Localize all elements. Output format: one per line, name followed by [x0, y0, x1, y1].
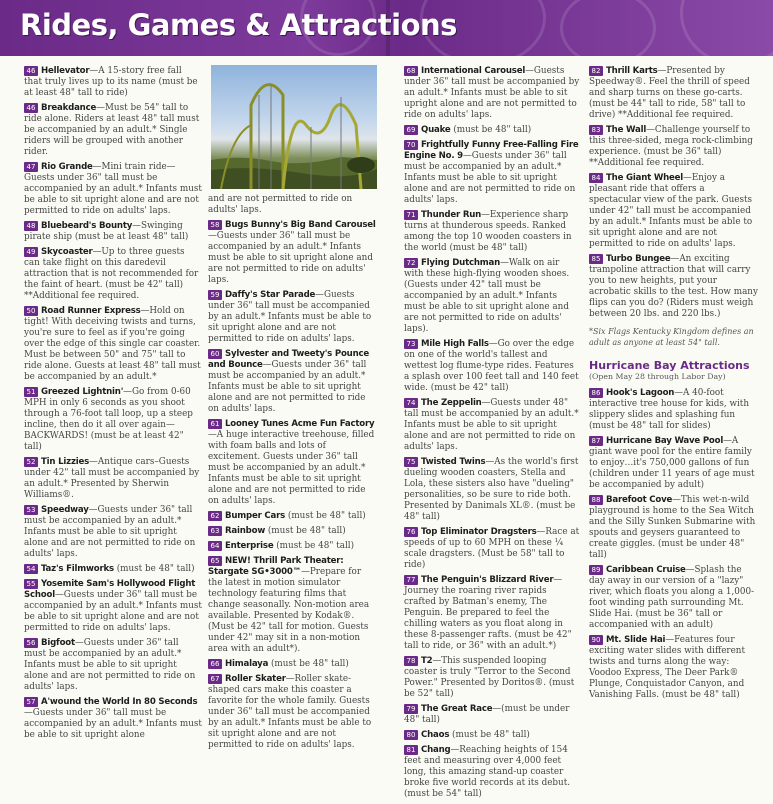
attraction-name: Chaos	[421, 730, 450, 740]
attraction-entry	[404, 339, 580, 394]
map-number-badge: 78	[404, 656, 418, 666]
attraction-name: Quake	[421, 125, 451, 135]
attraction-entry	[24, 162, 202, 217]
attraction-description: —A giant wave pool for the entire family to enjoy…it's 750,000 gallons of fun (children under 11 years of age must be accompanied by adult)	[589, 436, 755, 490]
attraction-entry	[589, 635, 759, 701]
attraction-name: Greezed Lightnin'	[41, 387, 124, 397]
attraction-entry	[24, 697, 202, 741]
attraction-name: Frightfully Funny Free-Falling Fire Engine No. 9	[404, 140, 579, 161]
attraction-name: The Wall	[606, 125, 647, 135]
attraction-description: —Reaching heights of 154 feet and measuring over 4,000 feet long, this amazing stand-up coaster broke five world records at its debut. (must be 54" tall)	[404, 745, 571, 799]
roller-coaster-photo	[211, 65, 377, 189]
attraction-name: A'wound the World In 80 Seconds	[41, 697, 198, 707]
attraction-description: —As the world's first dueling wooden coasters, Stella and Lola, these sisters also have "dueling" personalities, so be sure to ride both. Presented by Danimals XL®. (must be 48" tall)	[404, 457, 579, 522]
attraction-description: —Guests under 36" tall must be accompanied by an adult.* Infants must be able to sit upright alone	[24, 708, 202, 740]
map-number-badge: 55	[24, 579, 38, 589]
attraction-name: Turbo Bungee	[606, 254, 671, 264]
map-number-badge: 49	[24, 247, 38, 257]
attraction-name: Daffy's Star Parade	[225, 290, 316, 300]
attraction-name: NEW! Thrill Park Theater: Stargate SG•3000™	[208, 556, 344, 577]
attraction-name: Mt. Slide Hai	[606, 635, 666, 645]
attraction-entry	[404, 457, 580, 523]
map-number-badge: 46	[24, 103, 38, 113]
attraction-description: —Features four exciting water slides with different twists and turns along the way: Voodoo Express, The Deer Park® Plunge, Conquistador Canyon, and Vanishing Falls. (must be 48" tall)	[589, 635, 746, 700]
attraction-name: Skycoaster	[41, 247, 93, 257]
attraction-name: Hurricane Bay Wave Pool	[606, 436, 724, 446]
attraction-name: The Zeppelin	[421, 398, 482, 408]
attraction-entry	[404, 745, 580, 800]
attraction-description: —Swinging pirate ship (must be at least 48" tall)	[24, 221, 189, 242]
attraction-name: Bugs Bunny's Big Band Carousel	[225, 220, 376, 230]
attraction-description: —Experience sharp turns at thunderous speeds. Ranked among the top 10 wooden coasters in the world (must be 48" tall)	[404, 210, 572, 253]
map-number-badge: 53	[24, 505, 38, 515]
map-number-badge: 86	[589, 388, 603, 398]
attraction-description: —A 15-story free fall that truly lives up to its name (must be at least 48" tall to ride)	[24, 66, 198, 98]
attraction-name: Flying Dutchman	[421, 258, 501, 268]
map-number-badge: 72	[404, 258, 418, 268]
attraction-description: —Roller skate-shaped cars make this coaster a favorite for the whole family. Guests under 36" tall must be accompanied by an adult.* Infants must be able to sit upright alone and are not permitted to ride on adults' laps.	[208, 674, 372, 750]
attraction-name: The Giant Wheel	[606, 173, 684, 183]
map-number-badge: 57	[24, 697, 38, 707]
attraction-description: —Enjoy a pleasant ride that offers a spectacular view of the park. Guests under 42" tall must be accompanied by an adult.* Infants must be able to sit upright alone and are not permitted to ride on adults' laps.	[589, 173, 753, 249]
attraction-description: —Guests under 36" tall must be accompanied by an adult.* Infants must be able to sit upright alone and are not permitted to ride on adults' laps.	[404, 66, 580, 120]
continued-text: and are not permitted to ride on adults' laps.	[208, 194, 353, 215]
attraction-description: —Mini train ride—Guests under 36" tall must be accompanied by an adult.* Infants must be able to sit upright alone and are not permitted to ride on adults' laps.	[24, 162, 202, 216]
map-number-badge: 81	[404, 745, 418, 755]
attraction-name: Bumper Cars	[225, 511, 286, 521]
map-number-badge: 71	[404, 210, 418, 220]
map-number-badge: 61	[208, 419, 222, 429]
map-number-badge: 65	[208, 556, 222, 566]
attraction-description: —This wet-n-wild playground is home to the Sea Witch and the Silly Sunken Submarine with spouts and geysers guaranteed to create giggles. (must be under 48" tall)	[589, 495, 756, 560]
attraction-entry	[404, 210, 580, 254]
map-number-badge: 68	[404, 66, 418, 76]
attraction-description: —Prepare for the latest in motion simulator technology featuring films that change seasonally. Non-motion area available. Presented by Kodak®. (Must be 42" tall for motion. Guests under 42" may sit in a non-motion area with an adult*).	[208, 567, 370, 654]
attraction-name: Hellevator	[41, 66, 90, 76]
map-number-badge: 73	[404, 339, 418, 349]
map-number-badge: 80	[404, 730, 418, 740]
attraction-name: Mile High Falls	[421, 339, 489, 349]
attraction-name: Tin Lizzies	[41, 457, 90, 467]
attraction-description: —Guests under 36" tall must be accompanied by an adult.* Infants must be able to sit upright alone and are not permitted to ride on adults' laps.	[24, 638, 196, 692]
attraction-entry	[208, 220, 378, 286]
attraction-entry	[404, 125, 580, 136]
map-number-badge: 56	[24, 638, 38, 648]
attraction-entry	[208, 541, 378, 552]
attraction-name: Enterprise	[225, 541, 274, 551]
map-number-badge: 88	[589, 495, 603, 505]
map-number-badge: 59	[208, 290, 222, 300]
attraction-name: Caribbean Cruise	[606, 565, 686, 575]
map-number-badge: 83	[589, 125, 603, 135]
attraction-description: —Guests under 36" tall must be accompanied by an adult.* Infants must be able to sit upright alone and are not permitted to ride on adults' laps.	[208, 231, 373, 285]
header-banner	[0, 0, 773, 56]
attraction-description: —Race at speeds of up to 60 MPH on these ¼ scale dragsters. (Must be 58" tall to ride)	[404, 527, 580, 570]
attraction-description: (must be 48" tall)	[449, 730, 530, 740]
attraction-entry	[404, 704, 580, 726]
attraction-entry	[589, 436, 759, 491]
attraction-entry	[24, 66, 202, 99]
attraction-description: (must be 48" tall)	[450, 125, 532, 135]
map-number-badge: 67	[208, 674, 222, 684]
attraction-description: —A huge interactive treehouse, filled with foam balls and lots of excitement. Guests under 36" tall must be accompanied by an adult.* Infants must be able to sit upright alone and are not permitted to ride on adults' laps.	[208, 430, 375, 506]
attraction-entry	[24, 103, 202, 158]
attraction-name: Chang	[421, 745, 451, 755]
column-1	[24, 66, 202, 745]
attraction-entry	[208, 526, 378, 537]
attraction-description: —Go from 0-60 MPH in only 6 seconds as you shoot through a 76-foot tall loop, up a steep incline, then do it all over again—BACKWARDS! (must be at least 42" tall)	[24, 387, 193, 452]
attraction-entry	[208, 556, 378, 655]
map-number-badge: 84	[589, 173, 603, 183]
column-2	[208, 194, 378, 755]
attraction-name: Hook's Lagoon	[606, 388, 675, 398]
attraction-description: —Presented by Speedway®. Feel the thrill of speed and sharp turns on these go-carts. (must be 44" tall to ride, 58" tall to drive) **Additional fee required.	[589, 66, 750, 120]
attraction-entry	[208, 659, 378, 670]
attraction-entry	[404, 140, 580, 206]
attraction-description: —A 40-foot interactive tree house for kids, with slippery slides and splashing fun (must be 48" tall for slides)	[589, 388, 749, 431]
map-number-badge: 76	[404, 527, 418, 537]
attraction-name: Roller Skater	[225, 674, 286, 684]
attraction-description: —Walk on air with these high-flying wooden shoes. (Guests under 42" tall must be accompanied by an adult.* Infants must be able to sit upright alone and are not permitted to ride on adults' laps).	[404, 258, 570, 334]
attraction-description: —An exciting trampoline attraction that will carry you to new heights, put your acrobatic skills to the test. How many flips can you do? (Riders must weigh between 20 lbs. and 220 lbs.)	[589, 254, 758, 319]
attraction-entry	[24, 306, 202, 383]
map-number-badge: 82	[589, 66, 603, 76]
attraction-name: The Great Race	[421, 704, 493, 714]
attraction-description: (must be 48" tall)	[285, 511, 366, 521]
attraction-entry	[589, 66, 759, 121]
attraction-description: —Splash the day away in our version of a "lazy" river, which floats you along a 1,000-foot winding path surrounding Mt. Slide Hai. (must be 36" tall or accompanied with an adult)	[589, 565, 755, 630]
map-number-badge: 51	[24, 387, 38, 397]
map-number-badge: 79	[404, 704, 418, 714]
map-number-badge: 85	[589, 254, 603, 264]
map-number-badge: 54	[24, 564, 38, 574]
attraction-description: —Guests under 36" tall must be accompanied by an adult.* Infants must be able to sit upright alone and are not permitted to ride on adults' laps.	[404, 151, 576, 205]
page-title: Rides, Games & Attractions	[20, 8, 457, 42]
attraction-description: —Go over the edge on one of the world's tallest and wettest log flume-type rides. Features a splash over 100 feet tall and 140 feet wide. (must be 42" tall)	[404, 339, 579, 393]
column-3	[404, 66, 580, 804]
map-number-badge: 50	[24, 306, 38, 316]
attraction-name: Taz's Filmworks	[41, 564, 114, 574]
map-number-badge: 66	[208, 659, 222, 669]
attraction-name: Bluebeard's Bounty	[41, 221, 133, 231]
attraction-description: (must be 48" tall)	[273, 541, 355, 551]
attraction-entry	[24, 221, 202, 243]
adult-footnote: *Six Flags Kentucky Kingdom defines an adult as anyone at least 54" tall.	[589, 327, 754, 347]
attraction-entry	[404, 575, 580, 652]
attraction-name: Thunder Run	[421, 210, 482, 220]
roller-coaster-illustration	[211, 65, 377, 189]
map-number-badge: 64	[208, 541, 222, 551]
attraction-description: —Antique cars–Guests under 42" tall must be accompanied by an adult.* Presented by Sherwin Williams®.	[24, 457, 200, 500]
attraction-entry	[24, 564, 202, 575]
attraction-name: Road Runner Express	[41, 306, 141, 316]
attraction-entry	[208, 419, 378, 507]
map-number-badge: 48	[24, 221, 38, 231]
attraction-entry	[589, 495, 759, 561]
attraction-entry	[24, 457, 202, 501]
attraction-name: Top Eliminator Dragsters	[421, 527, 537, 537]
attraction-name: Looney Tunes Acme Fun Factory	[225, 419, 375, 429]
attraction-entry	[404, 258, 580, 335]
column-4	[589, 66, 759, 705]
attraction-description: (must be 48" tall)	[268, 659, 349, 669]
attraction-description: —Guests under 36" tall must be accompanied by an adult.* Infants must be able to sit upright alone and are not permitted to ride on adults' laps.	[24, 505, 196, 559]
map-number-badge: 52	[24, 457, 38, 467]
attraction-entry	[24, 579, 202, 634]
attraction-entry	[589, 173, 759, 250]
attraction-description: —This suspended looping coaster is truly "Terror to the Second Power." Presented by Doritos®. (must be 52" tall)	[404, 656, 575, 699]
map-number-badge: 47	[24, 162, 38, 172]
attraction-entry	[589, 125, 759, 169]
attraction-entry	[404, 66, 580, 121]
attraction-name: Breakdance	[41, 103, 97, 113]
map-number-badge: 75	[404, 457, 418, 467]
attraction-description: —Guests under 36" tall must be accompanied by an adult.* Infants must be able to sit upright alone and are not permitted to ride on adults' laps.	[24, 590, 202, 633]
attraction-description: —Challenge yourself to this three-sided, mega rock-climbing experience. (must be 36" tall) **Additional fee required.	[589, 125, 753, 168]
attraction-name: Rainbow	[225, 526, 266, 536]
map-number-badge: 70	[404, 140, 418, 150]
attraction-name: Twisted Twins	[421, 457, 486, 467]
attraction-entry	[208, 674, 378, 751]
attraction-name: Speedway	[41, 505, 89, 515]
attraction-entry	[589, 254, 759, 320]
attraction-description: —Journey the roaring river rapids crafted by Batman's enemy, The Penguin. Be prepared to feel the chilling waters as you float along in these 8-passenger rafts. (must be 42" tall to ride, or 36" with an adult.*)	[404, 575, 572, 651]
attraction-entry	[24, 505, 202, 560]
attraction-name: Barefoot Cove	[606, 495, 673, 505]
attraction-entry	[208, 511, 378, 522]
attraction-description: —Up to three guests can take flight on this daredevil attraction that is not recommended for the faint of heart. (must be 42" tall) **Additional fee required.	[24, 247, 199, 301]
attraction-name: Himalaya	[225, 659, 269, 669]
attraction-entry	[24, 638, 202, 693]
attraction-name: The Penguin's Blizzard River	[421, 575, 554, 585]
attraction-name: T2	[421, 656, 433, 666]
map-number-badge: 58	[208, 220, 222, 230]
attraction-entry	[589, 388, 759, 432]
attraction-description: —Guests under 48" tall must be accompanied by an adult.* Infants must be able to sit upright alone and are not permitted to ride on adults' laps.	[404, 398, 579, 452]
attraction-entry	[589, 565, 759, 631]
map-number-badge: 90	[589, 635, 603, 645]
attraction-description: (must be 48" tall)	[265, 526, 346, 536]
attraction-name: Rio Grande	[41, 162, 93, 172]
attraction-name: Thrill Karts	[606, 66, 658, 76]
attraction-entry	[24, 387, 202, 453]
map-number-badge: 63	[208, 526, 222, 536]
attraction-description: —(must be under 48" tall)	[404, 704, 570, 725]
map-number-badge: 62	[208, 511, 222, 521]
attraction-name: International Carousel	[421, 66, 526, 76]
map-number-badge: 89	[589, 565, 603, 575]
attraction-entry	[208, 349, 378, 415]
attraction-entry	[24, 247, 202, 302]
section-subtitle: (Open May 28 through Labor Day)	[589, 372, 726, 381]
attraction-description: —Hold on tight! With deceiving twists and turns, you're sure to feel as if you're going over the edge of this single car coaster. Must be between 50" and 75" tall to ride alone. Guests at least 48" tall must be accompanied by an adult.*	[24, 306, 201, 382]
attraction-entry	[404, 730, 580, 741]
map-number-badge: 60	[208, 349, 222, 359]
attraction-name: Sylvester and Tweety's Pounce and Bounce	[208, 349, 370, 370]
map-number-badge: 69	[404, 125, 418, 135]
attraction-name: Yosemite Sam's Hollywood Flight School	[24, 579, 196, 600]
attraction-description: —Guests under 36" tall must be accompanied by an adult.* Infants must be able to sit upright alone and are not permitted to ride on adults' laps.	[208, 360, 367, 414]
map-number-badge: 74	[404, 398, 418, 408]
attraction-description: —Guests under 36" tall must be accompanied by an adult.* Infants must be able to sit upright alone and are not permitted to ride on adults' laps.	[208, 290, 372, 344]
attraction-entry	[404, 398, 580, 453]
attraction-entry	[404, 527, 580, 571]
attraction-entry	[208, 290, 378, 345]
map-number-badge: 77	[404, 575, 418, 585]
attraction-entry	[404, 656, 580, 700]
attraction-description: (must be 48" tall)	[113, 564, 195, 574]
attraction-name: Bigfoot	[41, 638, 75, 648]
attraction-description: —Must be 54" tall to ride alone. Riders at least 48" tall must be accompanied by an adult.* Single riders will be grouped with another rider.	[24, 103, 200, 157]
section-title-hurricane-bay: Hurricane Bay Attractions	[589, 359, 750, 372]
map-number-badge: 46	[24, 66, 38, 76]
map-number-badge: 87	[589, 436, 603, 446]
